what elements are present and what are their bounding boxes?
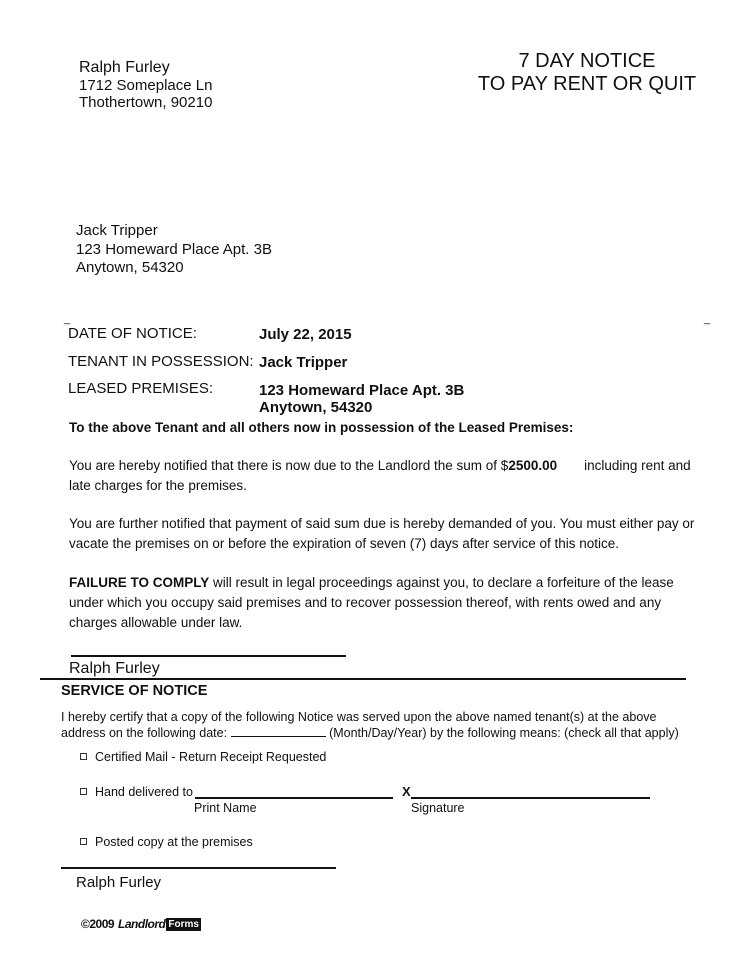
payment-demand-paragraph: You are further notified that payment of said sum due is hereby demanded of you. You must either pay or vacate the premises on or before the expiration of seven (7) days after service of this notice. — [69, 516, 695, 551]
notice-title-line2: TO PAY RENT OR QUIT — [477, 73, 697, 95]
service-of-notice-heading: SERVICE OF NOTICE — [61, 683, 208, 699]
option-posted-copy[interactable] — [80, 835, 253, 849]
amount-due-paragraph — [69, 456, 709, 496]
landlord-signature-line — [71, 655, 346, 657]
date-of-notice-value: July 22, 2015 — [259, 326, 352, 343]
signature-label: Signature — [411, 801, 465, 815]
amount-due-value: 2500.00 — [508, 458, 558, 473]
recipient-name: Jack Tripper — [76, 222, 158, 239]
leased-premises-value — [259, 382, 464, 416]
server-signature-line[interactable] — [411, 797, 650, 799]
leased-premises-street: 123 Homeward Place Apt. 3B — [259, 382, 465, 399]
failure-to-comply-heading: FAILURE TO COMPLY — [69, 575, 210, 590]
sender-name: Ralph Furley — [79, 59, 170, 76]
recipient-address-block — [76, 222, 272, 278]
leased-premises-label: LEASED PREMISES: — [68, 380, 214, 397]
fold-mark-right: _ — [704, 313, 711, 325]
option-certified-mail[interactable] — [80, 750, 326, 764]
notice-addressee-line: To the above Tenant and all others now in possession of the Leased Premises: — [69, 420, 574, 435]
landlordforms-logo — [81, 916, 201, 932]
landlord-signature-name: Ralph Furley — [69, 660, 160, 677]
tenant-in-possession-value: Jack Tripper — [259, 354, 348, 371]
certified-mail-checkbox[interactable] — [80, 753, 87, 760]
signature-x-mark: X — [402, 784, 411, 799]
leased-premises-city: Anytown, 54320 — [259, 399, 373, 416]
print-name-label: Print Name — [194, 801, 257, 815]
amount-due-text: You are hereby notified that there is now due to the Landlord the sum of $ — [69, 458, 509, 473]
failure-to-comply-paragraph — [69, 573, 709, 633]
recipient-street: 123 Homeward Place Apt. 3B — [76, 240, 272, 258]
hand-delivered-label: Hand delivered to — [95, 785, 193, 799]
sender-street: 1712 Someplace Ln — [79, 77, 213, 94]
sender-address-block — [79, 58, 212, 111]
posted-copy-label: Posted copy at the premises — [95, 835, 253, 849]
service-cert-text-part2: (Month/Day/Year) by the following means: (check all that apply) — [329, 726, 679, 740]
sender-city: Thothertown, 90210 — [79, 94, 213, 111]
recipient-city: Anytown, 54320 — [76, 259, 184, 276]
service-cert-text-part1: I hereby certify that a copy of the following Notice was served upon the above named tenant(s) at the above address on the following date: — [61, 710, 657, 740]
failure-to-comply-text: will result in legal proceedings against you, to declare a forfeiture of the lease under which you occupy said premises and to recover possession thereof, with rents owed and any charges allowable under law. — [69, 575, 674, 630]
tenant-in-possession-label: TENANT IN POSSESSION: — [68, 353, 254, 370]
server-name: Ralph Furley — [76, 874, 162, 891]
notice-title-line1: 7 DAY NOTICE — [518, 50, 656, 72]
service-date-blank[interactable] — [231, 725, 326, 737]
brand-text: Landlord — [118, 917, 166, 931]
amount-due-text-tail: including rent and late charges for the premises. — [69, 458, 691, 493]
notice-title — [440, 50, 734, 96]
brand-box-text: Forms — [168, 918, 199, 930]
posted-copy-checkbox[interactable] — [80, 838, 87, 845]
date-of-notice-label: DATE OF NOTICE: — [68, 325, 197, 342]
server-name-line — [61, 867, 336, 869]
hand-delivered-checkbox[interactable] — [80, 788, 87, 795]
print-name-line[interactable] — [195, 797, 393, 799]
fold-mark-left: _ — [64, 313, 71, 325]
section-divider — [40, 678, 686, 680]
copyright-text: ©2009 — [81, 917, 115, 931]
service-certification-text — [61, 710, 701, 741]
certified-mail-label: Certified Mail - Return Receipt Requested — [95, 750, 327, 764]
option-hand-delivered[interactable] — [80, 785, 193, 799]
